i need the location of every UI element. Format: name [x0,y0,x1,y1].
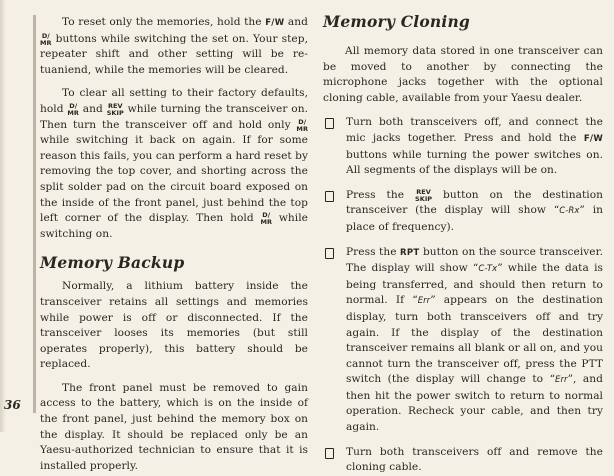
text-segment: while turning the transceiver on. Then turn the transceiver off and hold only [40,102,308,131]
text-segment: while switching on. [40,212,309,240]
key-bottom: SKIP [415,194,433,203]
step-text [346,188,603,236]
text-segment: ” in place of frequency). [346,204,603,233]
text-segment: ” appears on the destination display, turn both transceivers off and try again. If the display of the destination transceiver remains all blank or all on, and you cannot turn the transceiver off, press the PTT switch (the display will change to “ [346,294,603,386]
right-column [323,0,603,476]
battery-paragraph: Normally, a lithium battery inside the transceiver retains all settings and memories while power is off or disconnected. If the transceiver looses its memories (but still operates properly), this battery should be replaced. [40,280,308,371]
key-bottom: MR [67,108,79,117]
checkbox-icon [325,248,334,259]
text-segment: ” while the data is being transferred, and should then return to normal. If “ [346,262,603,307]
rpt-key-label: RPT [400,247,420,258]
front-panel-paragraph: The front panel must be removed to gain access to the battery, which is on the inside of the front panel, just behind the memory box on the display. It should be replaced only be an Yaesu-authorized technician to ensure that it is installed properly. [40,381,308,472]
key-bottom: MR [40,38,52,47]
display-readout: C-Rx [559,206,580,217]
checkbox-icon [325,191,334,202]
text-segment: Turn both transceivers off, and connect the mic jacks together. Press and hold the [346,116,603,144]
memory-backup-heading: Memory Backup [40,253,185,273]
reset-memories-paragraph [40,15,308,78]
text-segment: button on the source transceiver. The display will show “ [346,245,603,275]
checkbox-icon [325,118,334,129]
checkbox-icon [325,448,334,459]
key-top: D/ [69,102,78,111]
dmr-key-label [296,119,308,133]
display-readout: Err [555,375,568,386]
text-segment: buttons while turning the power switches on. All segments of the displays will be on. [346,148,603,177]
text-segment: Press the [346,188,415,201]
fw-key-label: F/W [265,18,285,28]
key-bottom: MR [260,218,273,227]
text-segment: To clear all setting to their factory defaults, hold [40,87,308,115]
step-text: Turn both transceivers off and remove the cloning cable. [346,445,603,474]
fw-key-label: F/W [583,133,603,144]
text-segment: while switching it back on again. If for some reason this fails, you can perform a hard reset by removing the top cover, and shorting across the split solder pad on the circuit board exposed on the inside of the front panel, just behind the top left corner of the display. Then hold [40,134,308,225]
text-segment: and [284,16,308,28]
text-segment: To reset only the memories, hold the [62,16,266,28]
left-column [40,0,308,474]
step-text [346,115,603,178]
key-top: D/ [298,117,307,126]
cloning-step-1 [323,115,603,178]
key-top: D/ [262,211,271,220]
display-readout: Err [417,296,431,307]
cloning-step-2 [323,188,603,236]
rev-skip-key-label [107,103,124,117]
key-top: REV [416,187,431,196]
text-segment: ”, and then hit the power switch to return to normal operation. Recheck your cable, and then try again. [346,373,603,434]
memory-cloning-heading: Memory Cloning [323,12,470,31]
key-bottom: MR [296,124,308,133]
key-top: D/ [41,31,50,40]
text-segment: buttons while switching the set on. Your step, repeater shift and other setting will be re-tuaniend, while the memories will be cleared. [40,32,308,76]
dmr-key-label [40,33,52,47]
cloning-intro-paragraph: All memory data stored in one transceiver can be moved to another by connecting the microphone jacks together with the optional cloning cable, available from your Yaesu dealer. [323,45,603,104]
text-segment: and [78,102,107,115]
page-number: 36 [4,398,21,412]
rev-skip-key-label [415,189,432,203]
dmr-key-label [260,212,272,226]
cloning-step-4 [323,445,603,476]
key-bottom: SKIP [106,108,124,117]
text-segment: Press the [346,245,400,258]
key-top: REV [107,102,123,111]
cloning-step-3 [323,245,603,436]
page-binding-shadow [0,0,6,432]
margin-bar [33,15,36,413]
text-segment: button on the destination transceiver (the display will show “ [346,188,604,217]
step-text [346,245,603,436]
factory-defaults-paragraph [40,86,308,242]
dmr-key-label [67,103,79,117]
display-readout: C-Tx [478,264,498,275]
